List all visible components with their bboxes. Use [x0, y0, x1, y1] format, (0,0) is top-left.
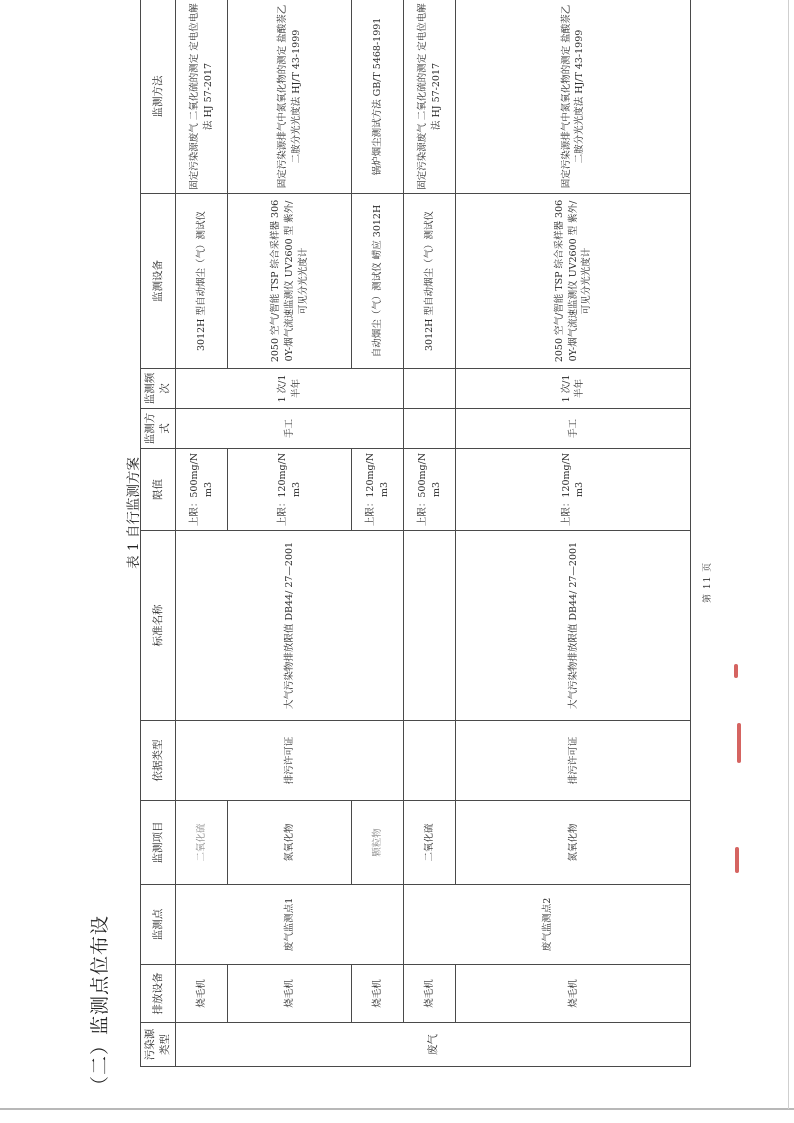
frequency-cell: 1 次/1 半年 [176, 369, 404, 409]
method-cell: 固定污染源废气 二氧化硫的测定 定电位电解法 HJ 57-2017 [404, 0, 456, 194]
device-cell: 2050 空气/智能 TSP 综合采样器 3060Y-烟气流速监测仪 UV2600 型 紫外/可见分光光度计 [456, 194, 691, 369]
header-point: 监测点 [141, 885, 176, 965]
header-item: 监测项目 [141, 801, 176, 885]
point-cell: 废气监测点2 [404, 885, 691, 965]
equipment-cell: 烧毛机 [456, 965, 691, 1023]
device-cell: 自动烟尘（气）测试仪 崂应 3012H [352, 194, 404, 369]
method-cell: 固定污染源废气 二氧化硫的测定 定电位电解法 HJ 57-2017 [176, 0, 228, 194]
header-basis: 依据类型 [141, 721, 176, 801]
device-cell: 3012H 型自动烟尘（气）测试仪 [404, 194, 456, 369]
section-title: （二）监测点位布设 [89, 914, 111, 1095]
standard-cell-empty [404, 531, 456, 721]
limit-cell: 上限：500mg/Nm3 [404, 449, 456, 531]
header-row [141, 0, 176, 1067]
monitoring-plan-table [140, 0, 691, 1067]
header-method: 监测方法 [141, 0, 176, 194]
table-row [176, 0, 228, 1067]
limit-cell: 上限：120mg/Nm3 [456, 449, 691, 531]
device-cell: 2050 空气/智能 TSP 综合采样器 3060Y-烟气流速监测仪 UV2600 型 紫外/可见分光光度计 [228, 194, 352, 369]
item-cell: 颗粒物 [352, 801, 404, 885]
device-cell: 3012H 型自动烟尘（气）测试仪 [176, 194, 228, 369]
page-number: 第 11 页 [703, 561, 713, 603]
equipment-cell: 烧毛机 [404, 965, 456, 1023]
red-stamp-fragment [735, 847, 739, 873]
header-source-type: 污染源类型 [141, 1023, 176, 1067]
header-frequency: 监测频次 [141, 369, 176, 409]
equipment-cell: 烧毛机 [176, 965, 228, 1023]
equipment-cell: 烧毛机 [228, 965, 352, 1023]
item-cell: 二氧化硫 [176, 801, 228, 885]
frequency-cell: 1 次/1 半年 [456, 369, 691, 409]
basis-cell: 排污许可证 [456, 721, 691, 801]
header-equipment: 排放设备 [141, 965, 176, 1023]
red-stamp-fragment [734, 664, 738, 678]
limit-cell: 上限：120mg/Nm3 [352, 449, 404, 531]
table-row [404, 0, 456, 1067]
mode-cell: 手工 [456, 409, 691, 449]
header-limit: 限值 [141, 449, 176, 531]
point-cell: 废气监测点1 [176, 885, 404, 965]
header-standard: 标准名称 [141, 531, 176, 721]
frequency-cell-empty [404, 369, 456, 409]
mode-cell: 手工 [176, 409, 404, 449]
item-cell: 氮氧化物 [456, 801, 691, 885]
header-mode: 监测方式 [141, 409, 176, 449]
basis-cell: 排污许可证 [176, 721, 404, 801]
item-cell: 二氧化硫 [404, 801, 456, 885]
red-stamp-fragment [737, 723, 741, 763]
standard-cell: 大气污染物排放限值 DB44/ 27—2001 [456, 531, 691, 721]
table-caption: 表 1 自行监测方案 [126, 457, 142, 569]
header-device: 监测设备 [141, 194, 176, 369]
method-cell: 固定污染源排气中氮氧化物的测定 盐酸萘乙二胺分光光度法 HJ/T 43-1999 [228, 0, 352, 194]
method-cell: 固定污染源排气中氮氧化物的测定 盐酸萘乙二胺分光光度法 HJ/T 43-1999 [456, 0, 691, 194]
mode-cell-empty [404, 409, 456, 449]
source-type-cell: 废气 [176, 1023, 691, 1067]
item-cell: 氮氧化物 [228, 801, 352, 885]
limit-cell: 上限：500mg/Nm3 [176, 449, 228, 531]
method-cell: 锅炉烟尘测试方法 GB/T 5468-1991 [352, 0, 404, 194]
standard-cell: 大气污染物排放限值 DB44/ 27—2001 [176, 531, 404, 721]
basis-cell-empty [404, 721, 456, 801]
limit-cell: 上限：120mg/Nm3 [228, 449, 352, 531]
equipment-cell: 烧毛机 [352, 965, 404, 1023]
